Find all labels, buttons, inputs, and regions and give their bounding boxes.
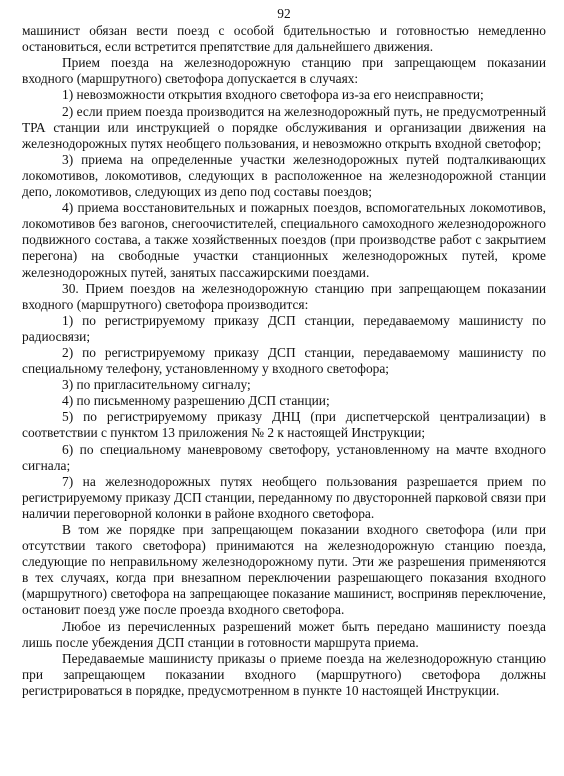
list-item-case-4: 4) приема восстановительных и пожарных поездов, вспомогательных локомотивов, локомотивов без вагонов, снегоочистителей, специального самоходного железнодорожного подвижного состава, а также хозяйственных поездов (при производстве работ с закрытием перегона) на свободные участки станционных железнодорожных путей, кроме железнодорожных путей, занятых пассажирскими поездами. <box>22 200 546 280</box>
list-item-case-1: 1) невозможности открытия входного светофора из-за его неисправности; <box>62 87 484 103</box>
paragraph-orders-registration: Передаваемые машинисту приказы о приеме поезда на железнодорожную станцию при запрещающем показании входного (маршрутного) светофора должны регистрироваться в порядке, предусмотренном в пункте 10 настоящей Инструкции. <box>22 650 546 698</box>
list-item-case-2: 2) если прием поезда производится на железнодорожный путь, не предусмотренный ТРА станции или инструкцией о порядке обслуживания и организации движения на железнодорожных путях необщего пользования, и невозможно открыть входной светофор; <box>22 103 546 151</box>
list-item-method-5: 5) по регистрируемому приказу ДНЦ (при диспетчерской централизации) в соответствии с пунктом 13 приложения № 2 к настоящей Инструкции; <box>22 409 546 441</box>
paragraph-section-30: 30. Прием поездов на железнодорожную станцию при запрещающем показании входного (маршрутного) светофора производится: <box>22 280 546 312</box>
paragraph-continuation: машинист обязан вести поезд с особой бдительностью и готовностью немедленно остановиться, если встретится препятствие для дальнейшего движения. <box>22 23 546 55</box>
list-item-method-3: 3) по пригласительному сигналу; <box>62 377 251 393</box>
paragraph-reception-cases-intro: Прием поезда на железнодорожную станцию при запрещающем показании входного (маршрутного) светофора допускается в случаях: <box>22 55 546 87</box>
list-item-case-3: 3) приема на определенные участки железнодорожных путей подталкивающих локомотивов, локомотивов, следующих в расположенное на железнодорожной станции депо, локомотивов, следующих из депо под составы поездов; <box>22 151 546 200</box>
paragraph-same-procedure: В том же порядке при запрещающем показании входного светофора (или при отсутствии такого светофора) принимаются на железнодорожную станцию поезда, следующие по неправильному железнодорожному пути. Эти же разрешения применяются в тех случаях, когда при внезапном переключении разрешающего показания входного (маршрутного) светофора на запрещающее показание машинист, восприняв переключение, остановит поезд уже после проезда входного светофора. <box>22 522 546 618</box>
list-item-method-2: 2) по регистрируемому приказу ДСП станции, передаваемому машинисту по специальному телефону, установленному у входного светофора; <box>22 344 546 377</box>
paragraph-permission-transfer: Любое из перечисленных разрешений может быть передано машинисту поезда лишь после убеждения ДСП станции в готовности маршрута приема. <box>22 618 546 650</box>
list-item-method-1: 1) по регистрируемому приказу ДСП станции, передаваемому машинисту по радиосвязи; <box>22 312 546 344</box>
list-item-method-7: 7) на железнодорожных путях необщего пользования разрешается прием по регистрируемому приказу ДСП станции, переданному по двусторонней парковой связи при наличии переговорной колонки в районе входного светофора. <box>22 473 546 521</box>
list-item-method-4: 4) по письменному разрешению ДСП станции; <box>62 393 330 409</box>
list-item-method-6: 6) по специальному маневровому светофору, установленному на мачте входного сигнала; <box>22 441 546 473</box>
page-number: 92 <box>277 6 291 21</box>
